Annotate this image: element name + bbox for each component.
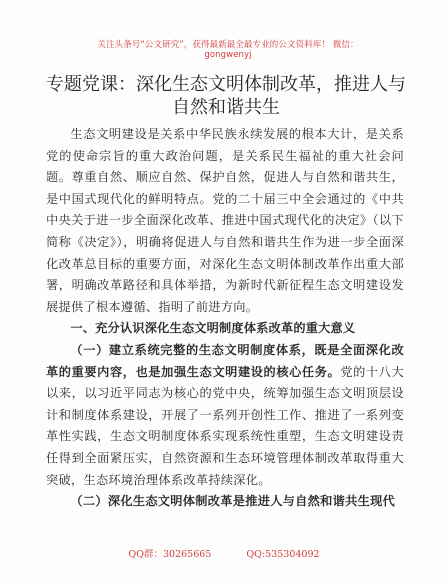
- bold-lead: （一）建立系统完整的生态文明制度体系，既是全面深化改革的重要内容，也是加强生态文明建设的核心任务。: [46, 342, 404, 379]
- promo-banner: 关注头条号“公文研究”，获得最新最全最专业的公文资料库！ 微信：gongwenyj: [97, 40, 359, 60]
- section-paragraph: [46, 340, 404, 491]
- qq-number: QQ:535304092: [246, 549, 320, 560]
- contact-footer: [0, 546, 448, 560]
- qq-group: QQ群：30265665: [128, 549, 212, 560]
- document-title: 专题党课：深化生态文明体制改革，推进人与自然和谐共生: [46, 74, 406, 118]
- section-paragraph-2: [46, 491, 404, 513]
- intro-paragraph: 生态文明建设是关系中华民族永续发展的根本大计，是关系党的使命宗旨的重大政治问题，是关系民生福祉的重大社会问题。尊重自然、顺应自然、保护自然，促进人与自然和谐共生，是中国式现代化的鲜明特点。党的二十届三中全会通过的《中共中央关于进一步全面深化改革、推进中国式现代化的决定》（以下简称《决定》），明确将促进人与自然和谐共生作为进一步全面深化改革总目标的重要方面，对深化生态文明体制改革作出重大部署，明确改革路径和具体举措，为新时代新征程生态文明建设发展提供了根本遵循、指明了前进方向。: [46, 127, 404, 314]
- section-heading: 一、充分认识深化生态文明制度体系改革的重大意义: [70, 321, 356, 336]
- document-body: [46, 124, 404, 513]
- bold-lead-2: （二）深化生态文明体制改革是推进人与自然和谐共生现代: [70, 494, 396, 509]
- paragraph-text: 党的十八大以来，以习近平同志为核心的党中央，统筹加强生态文明顶层设计和制度体系建设，开展了一系列开创性工作、推进了一系列变革性实践，生态文明制度体系实现系统性重塑，生态文明建设责任得到全面紧压实，自然资源和生态环境管理体制改革取得重大突破，生态环境治理体系改革持续深化。: [46, 364, 405, 487]
